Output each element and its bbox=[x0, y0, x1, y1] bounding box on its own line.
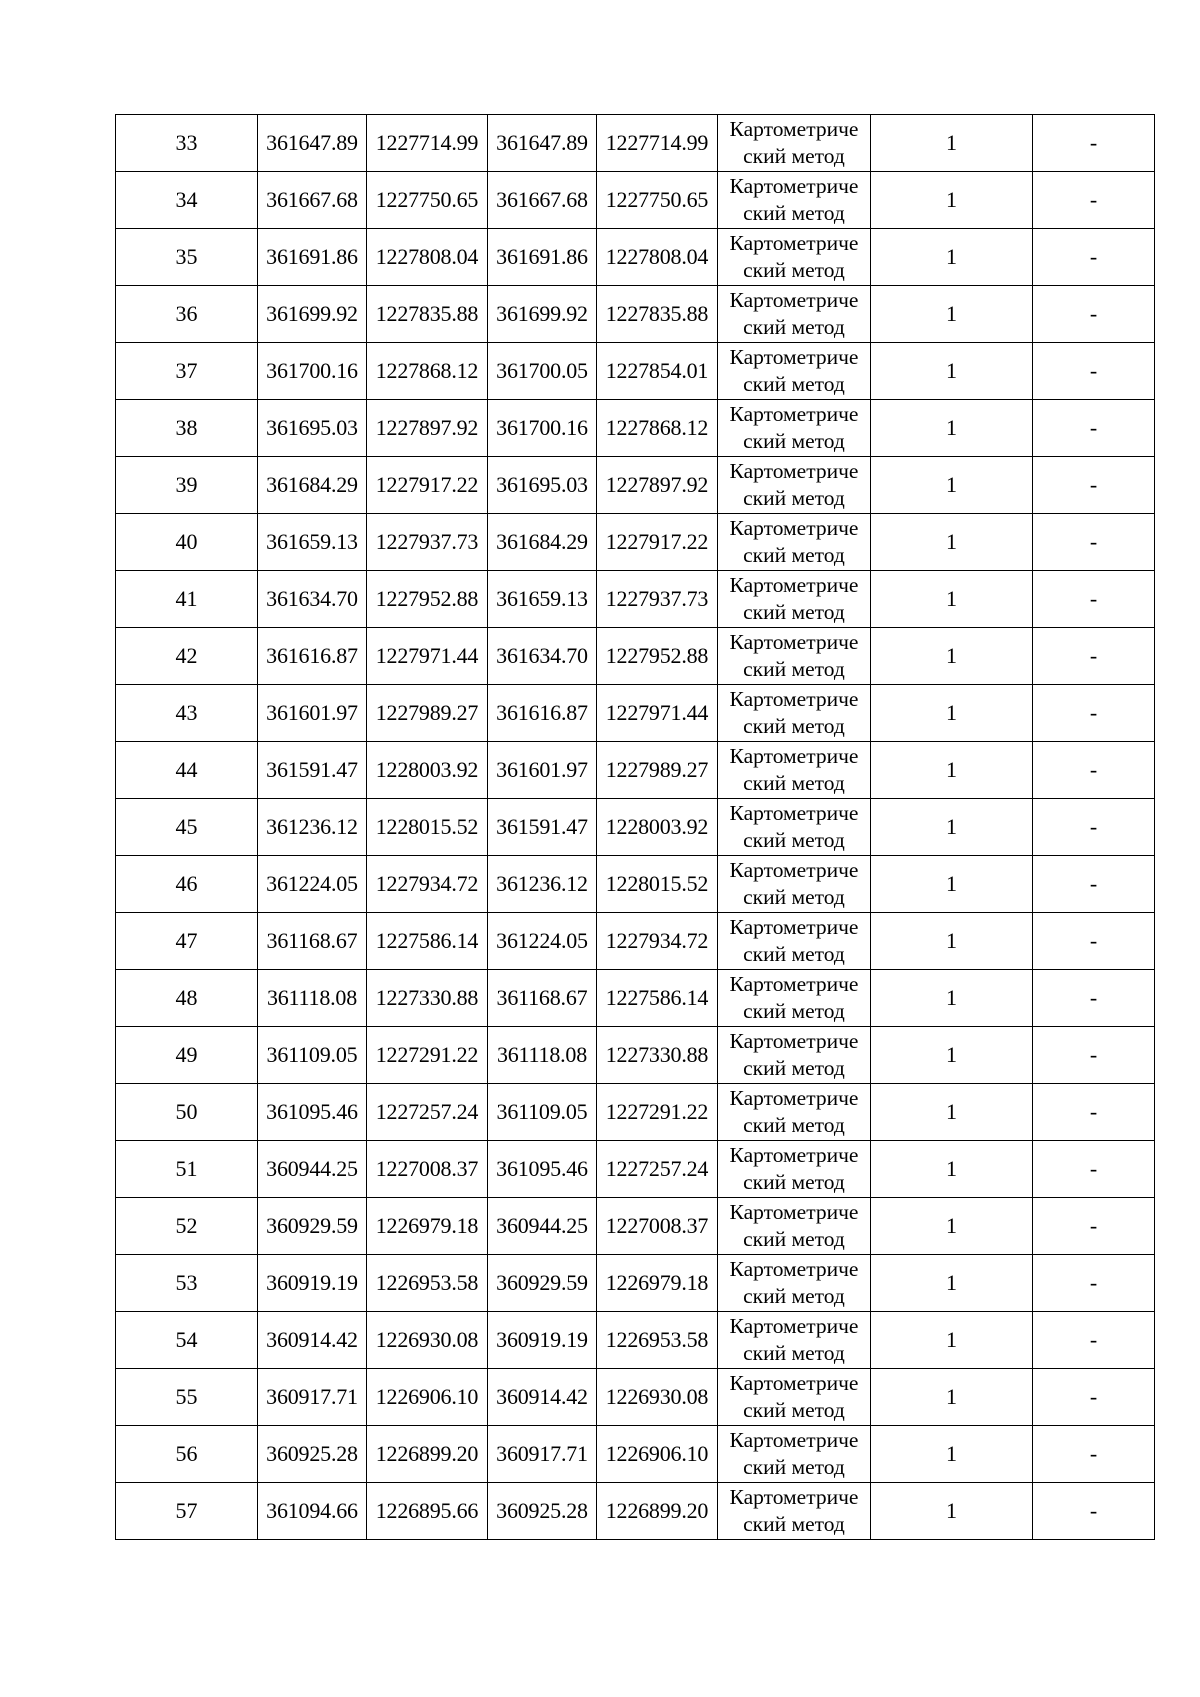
point-number-cell: 48 bbox=[116, 970, 258, 1027]
x-end-cell: 361695.03 bbox=[488, 457, 597, 514]
x-start-cell: 361616.87 bbox=[258, 628, 367, 685]
table-row bbox=[116, 1483, 1155, 1540]
table-row bbox=[116, 343, 1155, 400]
note-cell: - bbox=[1033, 115, 1155, 172]
method-cell bbox=[718, 1198, 871, 1255]
x-end-cell: 361691.86 bbox=[488, 229, 597, 286]
point-number-cell: 55 bbox=[116, 1369, 258, 1426]
method-cell bbox=[718, 400, 871, 457]
method-line-1: Картометриче bbox=[729, 1257, 859, 1281]
method-line-2: ский метод bbox=[743, 1227, 845, 1251]
x-start-cell: 360929.59 bbox=[258, 1198, 367, 1255]
method-line-2: ский метод bbox=[743, 999, 845, 1023]
method-cell bbox=[718, 685, 871, 742]
method-line-1: Картометриче bbox=[729, 288, 859, 312]
table-row bbox=[116, 229, 1155, 286]
point-number-cell: 47 bbox=[116, 913, 258, 970]
y-end-cell: 1227937.73 bbox=[597, 571, 718, 628]
y-end-cell: 1227291.22 bbox=[597, 1084, 718, 1141]
table-body bbox=[116, 115, 1155, 1540]
method-line-2: ский метод bbox=[743, 714, 845, 738]
method-line-2: ский метод bbox=[743, 1284, 845, 1308]
method-cell bbox=[718, 571, 871, 628]
method-line-1: Картометриче bbox=[729, 117, 859, 141]
note-cell: - bbox=[1033, 457, 1155, 514]
x-end-cell: 360929.59 bbox=[488, 1255, 597, 1312]
method-cell bbox=[718, 742, 871, 799]
point-number-cell: 33 bbox=[116, 115, 258, 172]
table-row bbox=[116, 628, 1155, 685]
accuracy-cell: 1 bbox=[871, 856, 1033, 913]
x-start-cell: 361109.05 bbox=[258, 1027, 367, 1084]
y-end-cell: 1227934.72 bbox=[597, 913, 718, 970]
method-cell bbox=[718, 229, 871, 286]
method-cell bbox=[718, 970, 871, 1027]
method-cell bbox=[718, 115, 871, 172]
y-end-cell: 1227750.65 bbox=[597, 172, 718, 229]
table-row bbox=[116, 1369, 1155, 1426]
method-line-2: ский метод bbox=[743, 1113, 845, 1137]
y-start-cell: 1227971.44 bbox=[367, 628, 488, 685]
point-number-cell: 43 bbox=[116, 685, 258, 742]
y-start-cell: 1227750.65 bbox=[367, 172, 488, 229]
point-number-cell: 40 bbox=[116, 514, 258, 571]
table-row bbox=[116, 400, 1155, 457]
method-line-1: Картометриче bbox=[729, 1485, 859, 1509]
method-line-1: Картометриче bbox=[729, 231, 859, 255]
note-cell: - bbox=[1033, 1198, 1155, 1255]
method-line-1: Картометриче bbox=[729, 573, 859, 597]
table-row bbox=[116, 1141, 1155, 1198]
method-line-1: Картометриче bbox=[729, 459, 859, 483]
x-end-cell: 360944.25 bbox=[488, 1198, 597, 1255]
y-start-cell: 1227934.72 bbox=[367, 856, 488, 913]
x-end-cell: 361095.46 bbox=[488, 1141, 597, 1198]
note-cell: - bbox=[1033, 970, 1155, 1027]
accuracy-cell: 1 bbox=[871, 514, 1033, 571]
y-end-cell: 1228003.92 bbox=[597, 799, 718, 856]
method-line-1: Картометриче bbox=[729, 858, 859, 882]
y-start-cell: 1227897.92 bbox=[367, 400, 488, 457]
table-row bbox=[116, 115, 1155, 172]
y-end-cell: 1227952.88 bbox=[597, 628, 718, 685]
accuracy-cell: 1 bbox=[871, 1483, 1033, 1540]
table-row bbox=[116, 1027, 1155, 1084]
x-start-cell: 361684.29 bbox=[258, 457, 367, 514]
x-start-cell: 361224.05 bbox=[258, 856, 367, 913]
accuracy-cell: 1 bbox=[871, 1426, 1033, 1483]
accuracy-cell: 1 bbox=[871, 685, 1033, 742]
point-number-cell: 41 bbox=[116, 571, 258, 628]
y-start-cell: 1227257.24 bbox=[367, 1084, 488, 1141]
method-line-1: Картометриче bbox=[729, 915, 859, 939]
y-end-cell: 1227897.92 bbox=[597, 457, 718, 514]
method-line-2: ский метод bbox=[743, 1512, 845, 1536]
point-number-cell: 39 bbox=[116, 457, 258, 514]
method-cell bbox=[718, 1369, 871, 1426]
method-line-2: ский метод bbox=[743, 372, 845, 396]
y-start-cell: 1226906.10 bbox=[367, 1369, 488, 1426]
method-cell bbox=[718, 1141, 871, 1198]
y-start-cell: 1227330.88 bbox=[367, 970, 488, 1027]
point-number-cell: 46 bbox=[116, 856, 258, 913]
method-line-2: ский метод bbox=[743, 486, 845, 510]
x-start-cell: 361659.13 bbox=[258, 514, 367, 571]
y-end-cell: 1227714.99 bbox=[597, 115, 718, 172]
y-end-cell: 1227835.88 bbox=[597, 286, 718, 343]
method-cell bbox=[718, 1426, 871, 1483]
x-end-cell: 361118.08 bbox=[488, 1027, 597, 1084]
method-line-2: ский метод bbox=[743, 258, 845, 282]
method-line-2: ский метод bbox=[743, 201, 845, 225]
point-number-cell: 52 bbox=[116, 1198, 258, 1255]
table-row bbox=[116, 1084, 1155, 1141]
method-line-1: Картометриче bbox=[729, 1314, 859, 1338]
table-row bbox=[116, 1426, 1155, 1483]
table-row bbox=[116, 970, 1155, 1027]
note-cell: - bbox=[1033, 571, 1155, 628]
method-cell bbox=[718, 628, 871, 685]
y-start-cell: 1226895.66 bbox=[367, 1483, 488, 1540]
accuracy-cell: 1 bbox=[871, 1369, 1033, 1426]
x-end-cell: 360917.71 bbox=[488, 1426, 597, 1483]
method-line-2: ский метод bbox=[743, 1398, 845, 1422]
y-start-cell: 1227008.37 bbox=[367, 1141, 488, 1198]
note-cell: - bbox=[1033, 1255, 1155, 1312]
x-start-cell: 361601.97 bbox=[258, 685, 367, 742]
accuracy-cell: 1 bbox=[871, 229, 1033, 286]
x-start-cell: 360944.25 bbox=[258, 1141, 367, 1198]
table-row bbox=[116, 856, 1155, 913]
accuracy-cell: 1 bbox=[871, 1141, 1033, 1198]
method-line-1: Картометриче bbox=[729, 174, 859, 198]
table-row bbox=[116, 571, 1155, 628]
method-line-2: ский метод bbox=[743, 1341, 845, 1365]
method-line-2: ский метод bbox=[743, 942, 845, 966]
y-end-cell: 1226930.08 bbox=[597, 1369, 718, 1426]
x-start-cell: 361094.66 bbox=[258, 1483, 367, 1540]
table-row bbox=[116, 1198, 1155, 1255]
point-number-cell: 37 bbox=[116, 343, 258, 400]
note-cell: - bbox=[1033, 1369, 1155, 1426]
y-start-cell: 1226979.18 bbox=[367, 1198, 488, 1255]
method-line-1: Картометриче bbox=[729, 345, 859, 369]
table-row bbox=[116, 286, 1155, 343]
x-start-cell: 361691.86 bbox=[258, 229, 367, 286]
x-start-cell: 361118.08 bbox=[258, 970, 367, 1027]
note-cell: - bbox=[1033, 1084, 1155, 1141]
point-number-cell: 44 bbox=[116, 742, 258, 799]
accuracy-cell: 1 bbox=[871, 343, 1033, 400]
x-start-cell: 361700.16 bbox=[258, 343, 367, 400]
y-start-cell: 1227952.88 bbox=[367, 571, 488, 628]
method-cell bbox=[718, 1255, 871, 1312]
note-cell: - bbox=[1033, 742, 1155, 799]
y-start-cell: 1227989.27 bbox=[367, 685, 488, 742]
y-end-cell: 1226899.20 bbox=[597, 1483, 718, 1540]
x-end-cell: 361224.05 bbox=[488, 913, 597, 970]
note-cell: - bbox=[1033, 1141, 1155, 1198]
y-start-cell: 1227835.88 bbox=[367, 286, 488, 343]
note-cell: - bbox=[1033, 1027, 1155, 1084]
method-cell bbox=[718, 286, 871, 343]
y-end-cell: 1227257.24 bbox=[597, 1141, 718, 1198]
accuracy-cell: 1 bbox=[871, 1027, 1033, 1084]
method-line-1: Картометриче bbox=[729, 687, 859, 711]
point-number-cell: 49 bbox=[116, 1027, 258, 1084]
accuracy-cell: 1 bbox=[871, 172, 1033, 229]
y-start-cell: 1226953.58 bbox=[367, 1255, 488, 1312]
point-number-cell: 54 bbox=[116, 1312, 258, 1369]
point-number-cell: 35 bbox=[116, 229, 258, 286]
x-end-cell: 360919.19 bbox=[488, 1312, 597, 1369]
x-end-cell: 360914.42 bbox=[488, 1369, 597, 1426]
y-end-cell: 1227008.37 bbox=[597, 1198, 718, 1255]
table-row bbox=[116, 799, 1155, 856]
point-number-cell: 51 bbox=[116, 1141, 258, 1198]
y-start-cell: 1226930.08 bbox=[367, 1312, 488, 1369]
y-start-cell: 1227937.73 bbox=[367, 514, 488, 571]
note-cell: - bbox=[1033, 1483, 1155, 1540]
y-end-cell: 1227971.44 bbox=[597, 685, 718, 742]
y-start-cell: 1227868.12 bbox=[367, 343, 488, 400]
note-cell: - bbox=[1033, 514, 1155, 571]
method-line-1: Картометриче bbox=[729, 630, 859, 654]
x-start-cell: 360925.28 bbox=[258, 1426, 367, 1483]
x-start-cell: 361168.67 bbox=[258, 913, 367, 970]
method-line-2: ский метод bbox=[743, 1170, 845, 1194]
accuracy-cell: 1 bbox=[871, 742, 1033, 799]
method-line-1: Картометриче bbox=[729, 402, 859, 426]
note-cell: - bbox=[1033, 400, 1155, 457]
x-end-cell: 361684.29 bbox=[488, 514, 597, 571]
note-cell: - bbox=[1033, 172, 1155, 229]
x-end-cell: 361168.67 bbox=[488, 970, 597, 1027]
table-row bbox=[116, 1312, 1155, 1369]
note-cell: - bbox=[1033, 799, 1155, 856]
table-row bbox=[116, 457, 1155, 514]
method-cell bbox=[718, 457, 871, 514]
point-number-cell: 34 bbox=[116, 172, 258, 229]
note-cell: - bbox=[1033, 913, 1155, 970]
method-line-1: Картометриче bbox=[729, 1086, 859, 1110]
method-line-2: ский метод bbox=[743, 1455, 845, 1479]
x-start-cell: 361699.92 bbox=[258, 286, 367, 343]
method-line-1: Картометриче bbox=[729, 1371, 859, 1395]
accuracy-cell: 1 bbox=[871, 286, 1033, 343]
accuracy-cell: 1 bbox=[871, 400, 1033, 457]
x-start-cell: 361667.68 bbox=[258, 172, 367, 229]
table-row bbox=[116, 514, 1155, 571]
method-cell bbox=[718, 172, 871, 229]
x-start-cell: 360919.19 bbox=[258, 1255, 367, 1312]
method-cell bbox=[718, 856, 871, 913]
method-line-2: ский метод bbox=[743, 1056, 845, 1080]
method-line-2: ский метод bbox=[743, 657, 845, 681]
point-number-cell: 36 bbox=[116, 286, 258, 343]
note-cell: - bbox=[1033, 628, 1155, 685]
x-end-cell: 360925.28 bbox=[488, 1483, 597, 1540]
y-end-cell: 1226953.58 bbox=[597, 1312, 718, 1369]
y-end-cell: 1227989.27 bbox=[597, 742, 718, 799]
table-row bbox=[116, 172, 1155, 229]
point-number-cell: 56 bbox=[116, 1426, 258, 1483]
x-end-cell: 361700.05 bbox=[488, 343, 597, 400]
point-number-cell: 42 bbox=[116, 628, 258, 685]
y-end-cell: 1227586.14 bbox=[597, 970, 718, 1027]
x-end-cell: 361109.05 bbox=[488, 1084, 597, 1141]
method-line-1: Картометриче bbox=[729, 1428, 859, 1452]
accuracy-cell: 1 bbox=[871, 1312, 1033, 1369]
table-row bbox=[116, 685, 1155, 742]
method-line-2: ский метод bbox=[743, 600, 845, 624]
method-line-1: Картометриче bbox=[729, 1029, 859, 1053]
note-cell: - bbox=[1033, 229, 1155, 286]
method-line-1: Картометриче bbox=[729, 1143, 859, 1167]
accuracy-cell: 1 bbox=[871, 571, 1033, 628]
accuracy-cell: 1 bbox=[871, 628, 1033, 685]
x-start-cell: 361095.46 bbox=[258, 1084, 367, 1141]
coordinates-table bbox=[115, 114, 1155, 1540]
x-end-cell: 361647.89 bbox=[488, 115, 597, 172]
x-end-cell: 361700.16 bbox=[488, 400, 597, 457]
note-cell: - bbox=[1033, 1312, 1155, 1369]
y-end-cell: 1227330.88 bbox=[597, 1027, 718, 1084]
x-start-cell: 360917.71 bbox=[258, 1369, 367, 1426]
accuracy-cell: 1 bbox=[871, 799, 1033, 856]
x-start-cell: 361591.47 bbox=[258, 742, 367, 799]
method-line-2: ский метод bbox=[743, 885, 845, 909]
accuracy-cell: 1 bbox=[871, 457, 1033, 514]
note-cell: - bbox=[1033, 286, 1155, 343]
x-end-cell: 361659.13 bbox=[488, 571, 597, 628]
x-end-cell: 361616.87 bbox=[488, 685, 597, 742]
method-cell bbox=[718, 514, 871, 571]
point-number-cell: 45 bbox=[116, 799, 258, 856]
y-start-cell: 1228003.92 bbox=[367, 742, 488, 799]
table-row bbox=[116, 913, 1155, 970]
method-line-1: Картометриче bbox=[729, 972, 859, 996]
y-start-cell: 1227291.22 bbox=[367, 1027, 488, 1084]
y-start-cell: 1226899.20 bbox=[367, 1426, 488, 1483]
x-end-cell: 361699.92 bbox=[488, 286, 597, 343]
y-end-cell: 1227808.04 bbox=[597, 229, 718, 286]
note-cell: - bbox=[1033, 685, 1155, 742]
y-end-cell: 1228015.52 bbox=[597, 856, 718, 913]
y-end-cell: 1227868.12 bbox=[597, 400, 718, 457]
x-start-cell: 361634.70 bbox=[258, 571, 367, 628]
method-cell bbox=[718, 1483, 871, 1540]
accuracy-cell: 1 bbox=[871, 913, 1033, 970]
table-row bbox=[116, 1255, 1155, 1312]
x-start-cell: 361647.89 bbox=[258, 115, 367, 172]
method-line-2: ский метод bbox=[743, 315, 845, 339]
method-line-1: Картометриче bbox=[729, 516, 859, 540]
method-line-2: ский метод bbox=[743, 828, 845, 852]
method-line-2: ский метод bbox=[743, 771, 845, 795]
x-end-cell: 361591.47 bbox=[488, 799, 597, 856]
x-start-cell: 361695.03 bbox=[258, 400, 367, 457]
method-cell bbox=[718, 1312, 871, 1369]
y-start-cell: 1227808.04 bbox=[367, 229, 488, 286]
accuracy-cell: 1 bbox=[871, 1255, 1033, 1312]
method-line-2: ский метод bbox=[743, 429, 845, 453]
x-start-cell: 361236.12 bbox=[258, 799, 367, 856]
table-row bbox=[116, 742, 1155, 799]
method-line-2: ский метод bbox=[743, 543, 845, 567]
accuracy-cell: 1 bbox=[871, 970, 1033, 1027]
accuracy-cell: 1 bbox=[871, 1198, 1033, 1255]
note-cell: - bbox=[1033, 1426, 1155, 1483]
point-number-cell: 53 bbox=[116, 1255, 258, 1312]
method-line-1: Картометриче bbox=[729, 744, 859, 768]
method-cell bbox=[718, 799, 871, 856]
method-cell bbox=[718, 1084, 871, 1141]
y-start-cell: 1227917.22 bbox=[367, 457, 488, 514]
point-number-cell: 50 bbox=[116, 1084, 258, 1141]
x-end-cell: 361236.12 bbox=[488, 856, 597, 913]
method-cell bbox=[718, 343, 871, 400]
method-line-1: Картометриче bbox=[729, 1200, 859, 1224]
x-end-cell: 361667.68 bbox=[488, 172, 597, 229]
method-line-2: ский метод bbox=[743, 144, 845, 168]
x-start-cell: 360914.42 bbox=[258, 1312, 367, 1369]
x-end-cell: 361601.97 bbox=[488, 742, 597, 799]
note-cell: - bbox=[1033, 343, 1155, 400]
point-number-cell: 38 bbox=[116, 400, 258, 457]
x-end-cell: 361634.70 bbox=[488, 628, 597, 685]
y-start-cell: 1227586.14 bbox=[367, 913, 488, 970]
method-cell bbox=[718, 913, 871, 970]
y-end-cell: 1227917.22 bbox=[597, 514, 718, 571]
y-end-cell: 1226979.18 bbox=[597, 1255, 718, 1312]
note-cell: - bbox=[1033, 856, 1155, 913]
method-cell bbox=[718, 1027, 871, 1084]
accuracy-cell: 1 bbox=[871, 1084, 1033, 1141]
y-start-cell: 1227714.99 bbox=[367, 115, 488, 172]
y-end-cell: 1226906.10 bbox=[597, 1426, 718, 1483]
y-end-cell: 1227854.01 bbox=[597, 343, 718, 400]
accuracy-cell: 1 bbox=[871, 115, 1033, 172]
method-line-1: Картометриче bbox=[729, 801, 859, 825]
point-number-cell: 57 bbox=[116, 1483, 258, 1540]
y-start-cell: 1228015.52 bbox=[367, 799, 488, 856]
